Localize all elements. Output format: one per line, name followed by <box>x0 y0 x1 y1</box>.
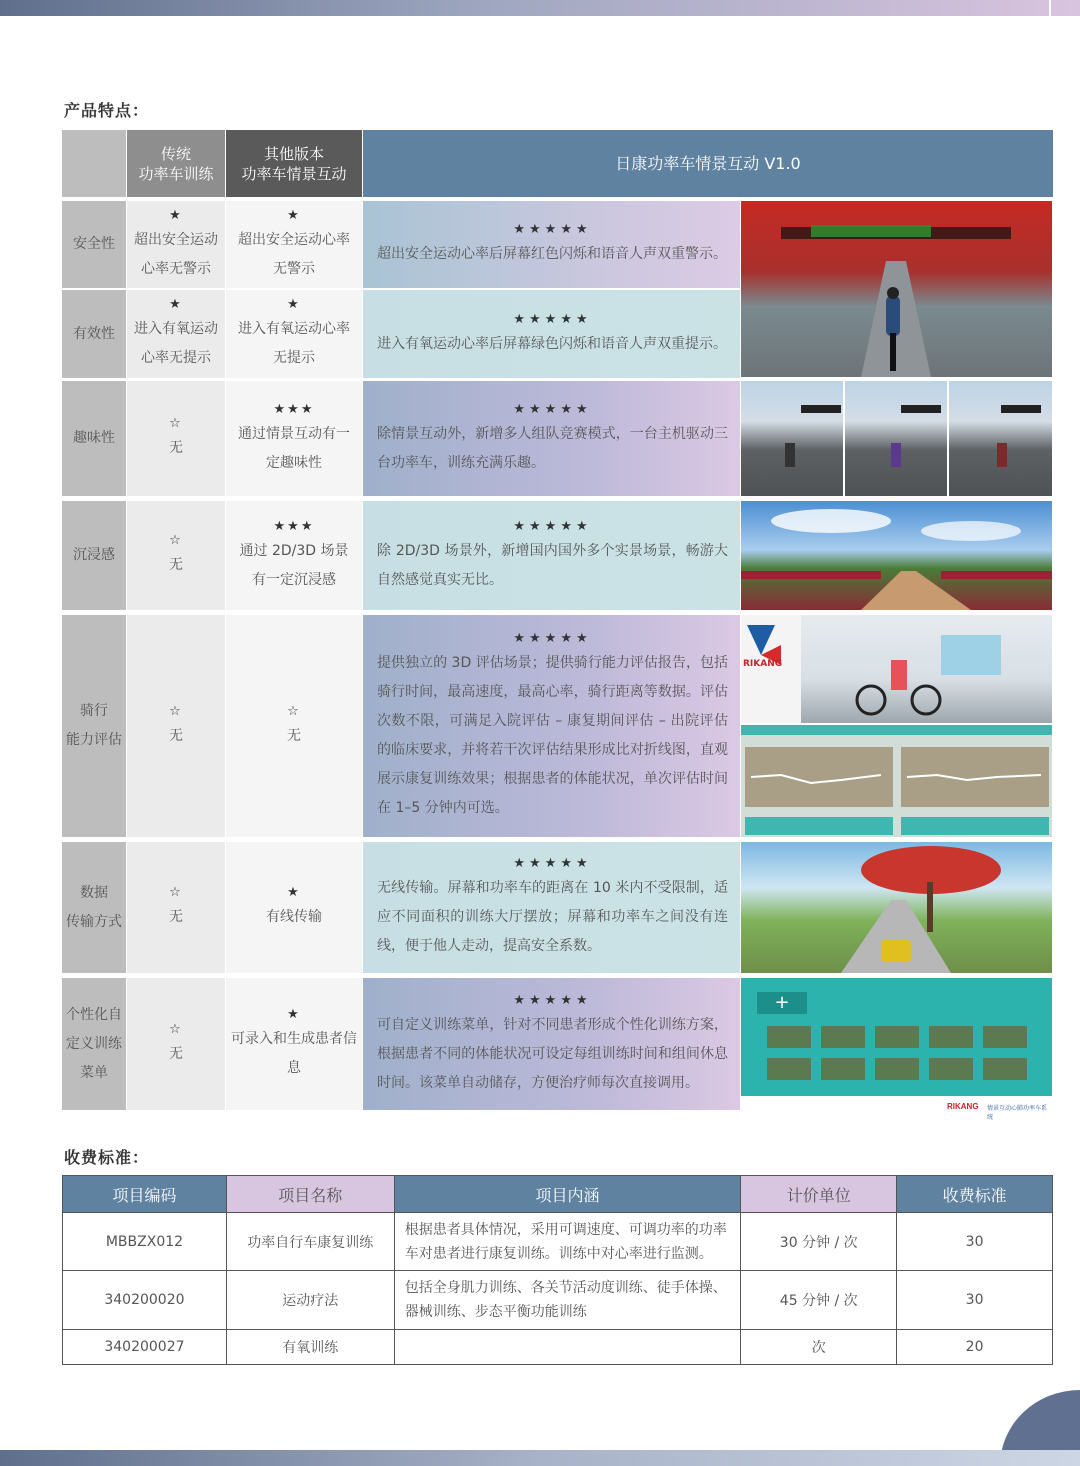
row-label: 个性化自 定义训练 菜单 <box>62 978 126 1110</box>
rating-stars: ★ <box>169 207 183 223</box>
other-text: 超出安全运动心率 无警示 <box>238 231 350 277</box>
traditional-text: 进入有氧运动 心率无提示 <box>134 321 218 366</box>
other-text: 通过 2D/3D 场景 有一定沉浸感 <box>239 542 349 588</box>
fee-table <box>62 1175 1053 1365</box>
row-other-cell <box>226 615 362 837</box>
features-title: 产品特点： <box>64 101 150 120</box>
rating-stars: ★ <box>287 297 301 312</box>
fee-name: 有氧训练 <box>226 1330 394 1365</box>
screen-report-image <box>741 725 1052 837</box>
fee-name: 运动疗法 <box>226 1271 394 1330</box>
row-label: 安全性 <box>62 201 126 288</box>
rating-stars: ★★★★★ <box>513 631 592 646</box>
fee-unit: 次 <box>741 1330 897 1365</box>
assess-brand-text: RIKANG <box>743 659 783 669</box>
rating-stars: ★★★★★ <box>513 856 592 871</box>
menu-add-button: + <box>757 992 807 1014</box>
row-traditional-cell <box>127 978 225 1110</box>
row-label: 沉浸感 <box>62 501 126 610</box>
product-text: 可自定义训练菜单，针对不同患者形成个性化训练方案，根据患者不同的体能状况可设定每组训练时间和组间休息时间。该菜单自动储存，方便治疗师每次直接调用。 <box>377 1016 728 1091</box>
fee-unit: 30 分钟 / 次 <box>741 1213 897 1271</box>
product-text: 无线传输。屏幕和功率车的距离在 10 米内不受限制，适应不同面积的训练大厅摆放；屏幕和功率车之间没有连线，便于他人走动，提高安全系数。 <box>377 880 728 954</box>
fee-code: 340200020 <box>63 1271 227 1330</box>
fee-name: 功率自行车康复训练 <box>226 1213 394 1271</box>
row-product-desc <box>363 615 740 837</box>
product-text: 除 2D/3D 场景外，新增国内国外多个实景场景，畅游大自然感觉真实无比。 <box>377 542 728 588</box>
rating-stars: ★★★ <box>273 401 315 417</box>
bottom-decor-band <box>0 1450 1080 1466</box>
screen-assessment-image <box>741 615 1052 723</box>
fee-content <box>394 1330 741 1365</box>
row-label: 数据 传输方式 <box>62 842 126 973</box>
traditional-text: 无 <box>169 1045 183 1062</box>
screen-multiplayer-image <box>741 381 1052 496</box>
row-traditional-cell <box>127 381 225 496</box>
other-text: 进入有氧运动心率 无提示 <box>238 321 350 366</box>
screen-menu-image <box>741 978 1052 1121</box>
row-traditional-cell <box>127 842 225 973</box>
fee-code: 340200027 <box>63 1330 227 1365</box>
fee-header-unit: 计价单位 <box>741 1176 897 1213</box>
row-other-cell <box>226 501 362 610</box>
table-row <box>63 1213 1053 1271</box>
fee-content: 根据患者具体情况，采用可调速度、可调功率的功率车对患者进行康复训练。训练中对心率进行监测。 <box>394 1213 741 1271</box>
row-traditional-cell <box>127 615 225 837</box>
product-text: 进入有氧运动心率后屏幕绿色闪烁和语音人声双重提示。 <box>377 335 727 352</box>
screen-wireless-image <box>741 842 1052 973</box>
row-traditional-cell <box>127 501 225 610</box>
fee-header-name: 项目名称 <box>226 1176 394 1213</box>
row-label: 趣味性 <box>62 381 126 496</box>
fee-unit: 45 分钟 / 次 <box>741 1271 897 1330</box>
product-text: 除情景互动外，新增多人组队竞赛模式，一台主机驱动三台功率车，训练充满乐趣。 <box>377 425 728 471</box>
other-text: 有线传输 <box>266 909 322 925</box>
row-other-cell <box>226 381 362 496</box>
other-text: 通过情景互动有一 定趣味性 <box>238 425 350 471</box>
rating-stars: ☆ <box>287 703 301 719</box>
row-other-cell <box>226 978 362 1110</box>
fee-price: 30 <box>897 1271 1053 1330</box>
rating-stars: ★★★★★ <box>513 518 592 534</box>
row-other-cell <box>226 201 362 288</box>
rating-stars: ☆ <box>169 703 183 719</box>
rating-stars: ☆ <box>169 885 183 900</box>
fee-price: 20 <box>897 1330 1053 1365</box>
rating-stars: ☆ <box>169 416 183 431</box>
header-product: 日康功率车情景互动 V1.0 <box>363 130 1053 197</box>
row-traditional-cell <box>127 290 225 378</box>
traditional-text: 超出安全运动 心率无警示 <box>134 231 218 277</box>
row-product-desc <box>363 842 740 973</box>
header-traditional: 传统 功率车训练 <box>127 130 225 197</box>
row-product-desc <box>363 978 740 1110</box>
rating-stars: ★★★★★ <box>513 311 592 327</box>
traditional-text: 无 <box>169 440 183 456</box>
rating-stars: ★ <box>287 207 301 223</box>
row-product-desc <box>363 381 740 496</box>
top-decor-mark <box>1049 0 1051 16</box>
traditional-text: 无 <box>169 727 183 744</box>
row-traditional-cell <box>127 201 225 288</box>
rating-stars: ★★★★★ <box>513 222 592 237</box>
rating-stars: ★★★★★ <box>513 401 592 417</box>
row-other-cell <box>226 290 362 378</box>
row-product-desc <box>363 290 740 378</box>
rating-stars: ★ <box>287 1007 301 1022</box>
fee-header-content: 项目内涵 <box>394 1176 741 1213</box>
rating-stars: ☆ <box>169 1021 183 1037</box>
product-text: 超出安全运动心率后屏幕红色闪烁和语音人声双重警示。 <box>377 246 727 262</box>
rating-stars: ★★★★★ <box>513 992 592 1008</box>
row-product-desc <box>363 201 740 288</box>
menu-brand-text: RIKANG <box>947 1102 979 1111</box>
row-label: 骑行 能力评估 <box>62 615 126 837</box>
rating-stars: ★ <box>169 297 183 312</box>
row-other-cell <box>226 842 362 973</box>
screen-scenery-image <box>741 501 1052 610</box>
menu-caption-text: 情景互动心肺功率车系统 <box>987 1105 1048 1121</box>
traditional-text: 无 <box>169 909 183 925</box>
fee-content: 包括全身肌力训练、各关节活动度训练、徒手体操、器械训练、步态平衡功能训练 <box>394 1271 741 1330</box>
fee-header-code: 项目编码 <box>63 1176 227 1213</box>
row-product-desc <box>363 501 740 610</box>
product-text: 提供独立的 3D 评估场景；提供骑行能力评估报告，包括骑行时间，最高速度，最高心率，骑行距离等数据。评估次数不限，可满足入院评估 – 康复期间评估 – 出院评估的临床要求，并将若干次评估结果形成比对折线图，直观展示康复训练效果；根据患者的体能状况，单次评估时间在 1–5 分钟内可选。 <box>377 655 728 816</box>
header-blank <box>62 130 126 197</box>
screen-safety-image <box>741 201 1052 377</box>
row-label: 有效性 <box>62 290 126 378</box>
rating-stars: ★★★ <box>273 518 315 534</box>
fee-price: 30 <box>897 1213 1053 1271</box>
other-text: 无 <box>287 727 301 744</box>
rating-stars: ★ <box>287 885 301 900</box>
fee-code: MBBZX012 <box>63 1213 227 1271</box>
table-row <box>63 1271 1053 1330</box>
fee-header-price: 收费标准 <box>897 1176 1053 1213</box>
rating-stars: ☆ <box>169 533 183 548</box>
other-text: 可录入和生成患者信 息 <box>231 1031 357 1076</box>
top-decor-band <box>0 0 1080 16</box>
fee-title: 收费标准： <box>64 1148 150 1167</box>
header-other: 其他版本 功率车情景互动 <box>226 130 362 197</box>
table-row <box>63 1330 1053 1365</box>
traditional-text: 无 <box>169 557 183 573</box>
